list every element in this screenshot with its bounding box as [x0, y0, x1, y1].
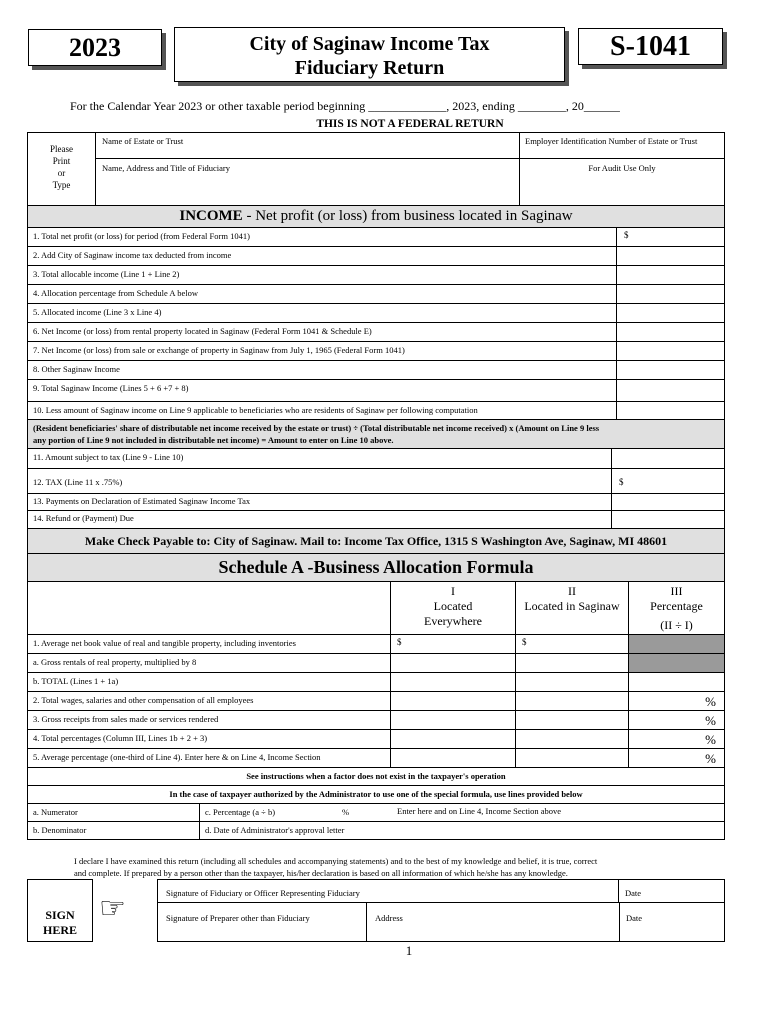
- preparer-signature-field[interactable]: [157, 903, 367, 942]
- line-label: 11. Amount subject to tax (Line 9 - Line 10): [33, 452, 184, 462]
- percentage-ab-cell[interactable]: [199, 804, 725, 821]
- income-line-8: [27, 361, 725, 380]
- special-case-row: [27, 786, 725, 804]
- income-line-2: [27, 247, 725, 266]
- computation-line1: (Resident beneficiaries' share of distributable net income received by the estate or trust) ÷ (Total distributable net income received) x (Amount on Line 9 less: [33, 423, 600, 433]
- sign-word: SIGN: [45, 908, 75, 922]
- check-payable-text: Make Check Payable to: City of Saginaw. Mail to: Income Tax Office, 1315 S Washington Ave, Saginaw, MI 48601: [84, 534, 668, 548]
- percentage-field[interactable]: [628, 730, 724, 748]
- percentage-ab-label: c. Percentage (a ÷ b): [205, 807, 276, 817]
- percent-sign: %: [705, 694, 716, 709]
- sched-row-5: [27, 749, 725, 768]
- saginaw-field[interactable]: [515, 673, 628, 691]
- line-label: 9. Total Saginaw Income (Lines 5 + 6 +7 + 8): [33, 383, 189, 393]
- dollar-sign: $: [522, 637, 527, 647]
- sched-row-2: [27, 692, 725, 711]
- date2-field[interactable]: [619, 903, 725, 942]
- amount-field[interactable]: [616, 228, 727, 246]
- enter-here-text: Enter here and on Line 4, Income Section above: [397, 806, 562, 816]
- or-word: or: [57, 168, 66, 178]
- pointing-hand-icon: ☞: [99, 891, 126, 926]
- row-label: a. Gross rentals of real property, multiplied by 8: [33, 657, 197, 667]
- amount-field[interactable]: [616, 342, 727, 360]
- amount-field[interactable]: [616, 285, 727, 303]
- sched-row-1a: [27, 654, 725, 673]
- amount-field[interactable]: [611, 494, 727, 510]
- id-block: [27, 132, 725, 206]
- signature-block: [27, 879, 725, 942]
- row-label: 2. Total wages, salaries and other compensation of all employees: [33, 695, 254, 705]
- saginaw-field[interactable]: [515, 749, 628, 767]
- line-label: 4. Allocation percentage from Schedule A below: [33, 288, 198, 298]
- col-percentage: [628, 582, 724, 634]
- admin-date-cell[interactable]: [199, 822, 725, 839]
- fiduciary-label: Name, Address and Title of Fiduciary: [102, 163, 230, 173]
- percentage-field[interactable]: [628, 692, 724, 710]
- amount-field[interactable]: [611, 449, 727, 468]
- amount-field[interactable]: [616, 361, 727, 379]
- title-box: [174, 27, 565, 82]
- col3-formula: (II ÷ I): [660, 618, 693, 632]
- col-located-everywhere: [390, 582, 515, 634]
- line-label: 3. Total allocable income (Line 1 + Line 2): [33, 269, 180, 279]
- row-label: 5. Average percentage (one-third of Line 4). Enter here & on Line 4, Income Section: [33, 752, 321, 762]
- year-box: [28, 29, 162, 66]
- col-located-saginaw: [515, 582, 628, 634]
- col1-roman: I: [451, 584, 455, 598]
- amount-field[interactable]: [616, 304, 727, 322]
- line-label: 7. Net Income (or loss) from sale or exchange of property in Saginaw from July 1, 1965 (Federal Form 1041): [33, 345, 405, 355]
- amount-field[interactable]: [616, 380, 727, 401]
- preparer-signature-label: Signature of Preparer other than Fiduciary: [166, 913, 310, 923]
- income-line-7: [27, 342, 725, 361]
- income-heading: [27, 206, 725, 228]
- saginaw-field[interactable]: [515, 730, 628, 748]
- col3-roman: III: [670, 584, 683, 598]
- denominator-row: [27, 822, 725, 840]
- income-line-6: [27, 323, 725, 342]
- line-label: 8. Other Saginaw Income: [33, 364, 120, 374]
- declaration-text: [74, 855, 724, 879]
- sched-row-1b: [27, 673, 725, 692]
- sign-here-cell: [27, 879, 93, 942]
- check-payable-banner: [27, 529, 725, 554]
- amount-field[interactable]: [616, 402, 727, 419]
- col2-roman: II: [568, 584, 576, 598]
- see-instructions-text: See instructions when a factor does not exist in the taxpayer's operation: [246, 771, 506, 781]
- percent-sign: %: [705, 751, 716, 766]
- estate-name-label: Name of Estate or Trust: [102, 136, 184, 146]
- declaration-line1: I declare I have examined this return (including all schedules and accompanying statements) and to the best of my knowledge and belief, it is true, correct: [74, 856, 598, 866]
- everywhere-field[interactable]: [390, 654, 515, 672]
- line-label: 10. Less amount of Saginaw income on Line 9 applicable to beneficiaries who are residents of Saginaw per following computation: [33, 405, 478, 415]
- col2-located: Located in Saginaw: [524, 599, 620, 613]
- fiduciary-signature-field[interactable]: [157, 879, 619, 903]
- schedule-a-header: [27, 582, 725, 635]
- saginaw-field[interactable]: [515, 711, 628, 729]
- page-number: 1: [405, 943, 413, 958]
- income-line-3: [27, 266, 725, 285]
- fiduciary-field[interactable]: [96, 159, 519, 205]
- amount-field[interactable]: [616, 323, 727, 341]
- address-label: Address: [375, 913, 403, 923]
- income-line-9: [27, 380, 725, 402]
- sched-row-3: [27, 711, 725, 730]
- form-title-line2: Fiduciary Return: [294, 57, 445, 79]
- not-federal-notice: THIS IS NOT A FEDERAL RETURN: [316, 118, 504, 130]
- percentage-shaded: [628, 635, 724, 653]
- date1-field[interactable]: [619, 879, 725, 903]
- row-label: 4. Total percentages (Column III, Lines 1b + 2 + 3): [33, 733, 208, 743]
- percentage-field[interactable]: [628, 673, 724, 691]
- period-line: For the Calendar Year 2023 or other taxable period beginning _____________, 2023, ending ________, 20______: [70, 99, 620, 113]
- income-heading-bold: INCOME: [179, 208, 243, 224]
- form-title-line1: City of Saginaw Income Tax: [249, 33, 490, 55]
- address-field[interactable]: [367, 903, 619, 942]
- computation-note: [27, 420, 725, 449]
- income-line-14: [27, 511, 725, 529]
- everywhere-field[interactable]: [390, 692, 515, 710]
- line-label: 1. Total net profit (or loss) for period (from Federal Form 1041): [33, 231, 250, 241]
- line-label: 5. Allocated income (Line 3 x Line 4): [33, 307, 162, 317]
- everywhere-field[interactable]: [390, 673, 515, 691]
- date1-label: Date: [625, 888, 642, 898]
- declaration-line2: and complete. If prepared by a person other than the taxpayer, his/her declaration is based on all information of which he/she has any knowledge.: [74, 868, 568, 878]
- date2-label: Date: [626, 913, 643, 923]
- line-label: 2. Add City of Saginaw income tax deducted from income: [33, 250, 232, 260]
- income-line-11: [27, 449, 725, 469]
- row-label: b. TOTAL (Lines 1 + 1a): [33, 676, 119, 686]
- amount-field[interactable]: [616, 247, 727, 265]
- line-label: 13. Payments on Declaration of Estimated Saginaw Income Tax: [33, 496, 251, 506]
- percentage-field[interactable]: [628, 711, 724, 729]
- ein-field[interactable]: [519, 133, 724, 159]
- audit-cell: [519, 159, 724, 205]
- percent-sign: %: [705, 732, 716, 747]
- percent-sign: %: [705, 713, 716, 728]
- denominator-label: b. Denominator: [33, 825, 87, 835]
- amount-field[interactable]: [611, 469, 727, 493]
- income-line-13: [27, 494, 725, 511]
- col3-percentage: Percentage: [650, 599, 703, 613]
- income-line-12: [27, 469, 725, 494]
- income-line-4: [27, 285, 725, 304]
- percentage-shaded: [628, 654, 724, 672]
- print-word: Print: [52, 156, 71, 166]
- schedule-a-title: [27, 554, 725, 582]
- estate-name-field[interactable]: [96, 133, 519, 159]
- here-word: HERE: [42, 923, 77, 937]
- dollar-sign: $: [397, 637, 402, 647]
- everywhere-field[interactable]: [390, 635, 515, 653]
- dollar-sign: $: [624, 230, 629, 240]
- numerator-row: [27, 804, 725, 822]
- income-line-10: [27, 402, 725, 420]
- audit-label: For Audit Use Only: [588, 163, 656, 173]
- col1-located: Located: [433, 599, 473, 613]
- special-case-text: In the case of taxpayer authorized by the Administrator to use one of the special formula, use lines provided below: [169, 789, 583, 799]
- everywhere-field[interactable]: [390, 730, 515, 748]
- computation-line2: any portion of Line 9 not included in distributable net income) = Amount to enter on Line 10 above.: [33, 435, 394, 445]
- row-label: 1. Average net book value of real and tangible property, including inventories: [33, 638, 296, 648]
- income-heading-rest: - Net profit (or loss) from business located in Saginaw: [242, 208, 573, 224]
- amount-field[interactable]: [611, 511, 727, 528]
- percentage-field[interactable]: [628, 749, 724, 767]
- saginaw-field[interactable]: [515, 654, 628, 672]
- schedule-a-title-text: Schedule A -Business Allocation Formula: [218, 557, 534, 577]
- see-instructions-row: [27, 768, 725, 786]
- fiduciary-signature-label: Signature of Fiduciary or Officer Representing Fiduciary: [166, 888, 360, 898]
- everywhere-field[interactable]: [390, 711, 515, 729]
- admin-date-label: d. Date of Administrator's approval letter: [205, 825, 345, 835]
- row-label: 3. Gross receipts from sales made or services rendered: [33, 714, 219, 724]
- ein-label: Employer Identification Number of Estate or Trust: [525, 136, 698, 146]
- percentage-ab-sign: %: [342, 807, 350, 817]
- numerator-label: a. Numerator: [33, 807, 78, 817]
- saginaw-field[interactable]: [515, 635, 628, 653]
- income-line-5: [27, 304, 725, 323]
- everywhere-field[interactable]: [390, 749, 515, 767]
- form-number: S-1041: [610, 31, 691, 62]
- dollar-sign: $: [619, 477, 624, 487]
- sched-row-4: [27, 730, 725, 749]
- line-label: 14. Refund or (Payment) Due: [33, 513, 134, 523]
- tax-year: 2023: [69, 33, 121, 62]
- sched-row-1: [27, 635, 725, 654]
- amount-field[interactable]: [616, 266, 727, 284]
- saginaw-field[interactable]: [515, 692, 628, 710]
- please-print-cell: [28, 133, 96, 205]
- line-label: 12. TAX (Line 11 x .75%): [33, 477, 123, 487]
- col1-everywhere: Everywhere: [424, 614, 482, 628]
- income-line-1: [27, 228, 725, 247]
- type-word: Type: [52, 180, 71, 190]
- please-word: Please: [50, 144, 73, 154]
- form-number-box: [578, 28, 723, 65]
- line-label: 6. Net Income (or loss) from rental property located in Saginaw (Federal Form 1041 & Schedule E): [33, 326, 372, 336]
